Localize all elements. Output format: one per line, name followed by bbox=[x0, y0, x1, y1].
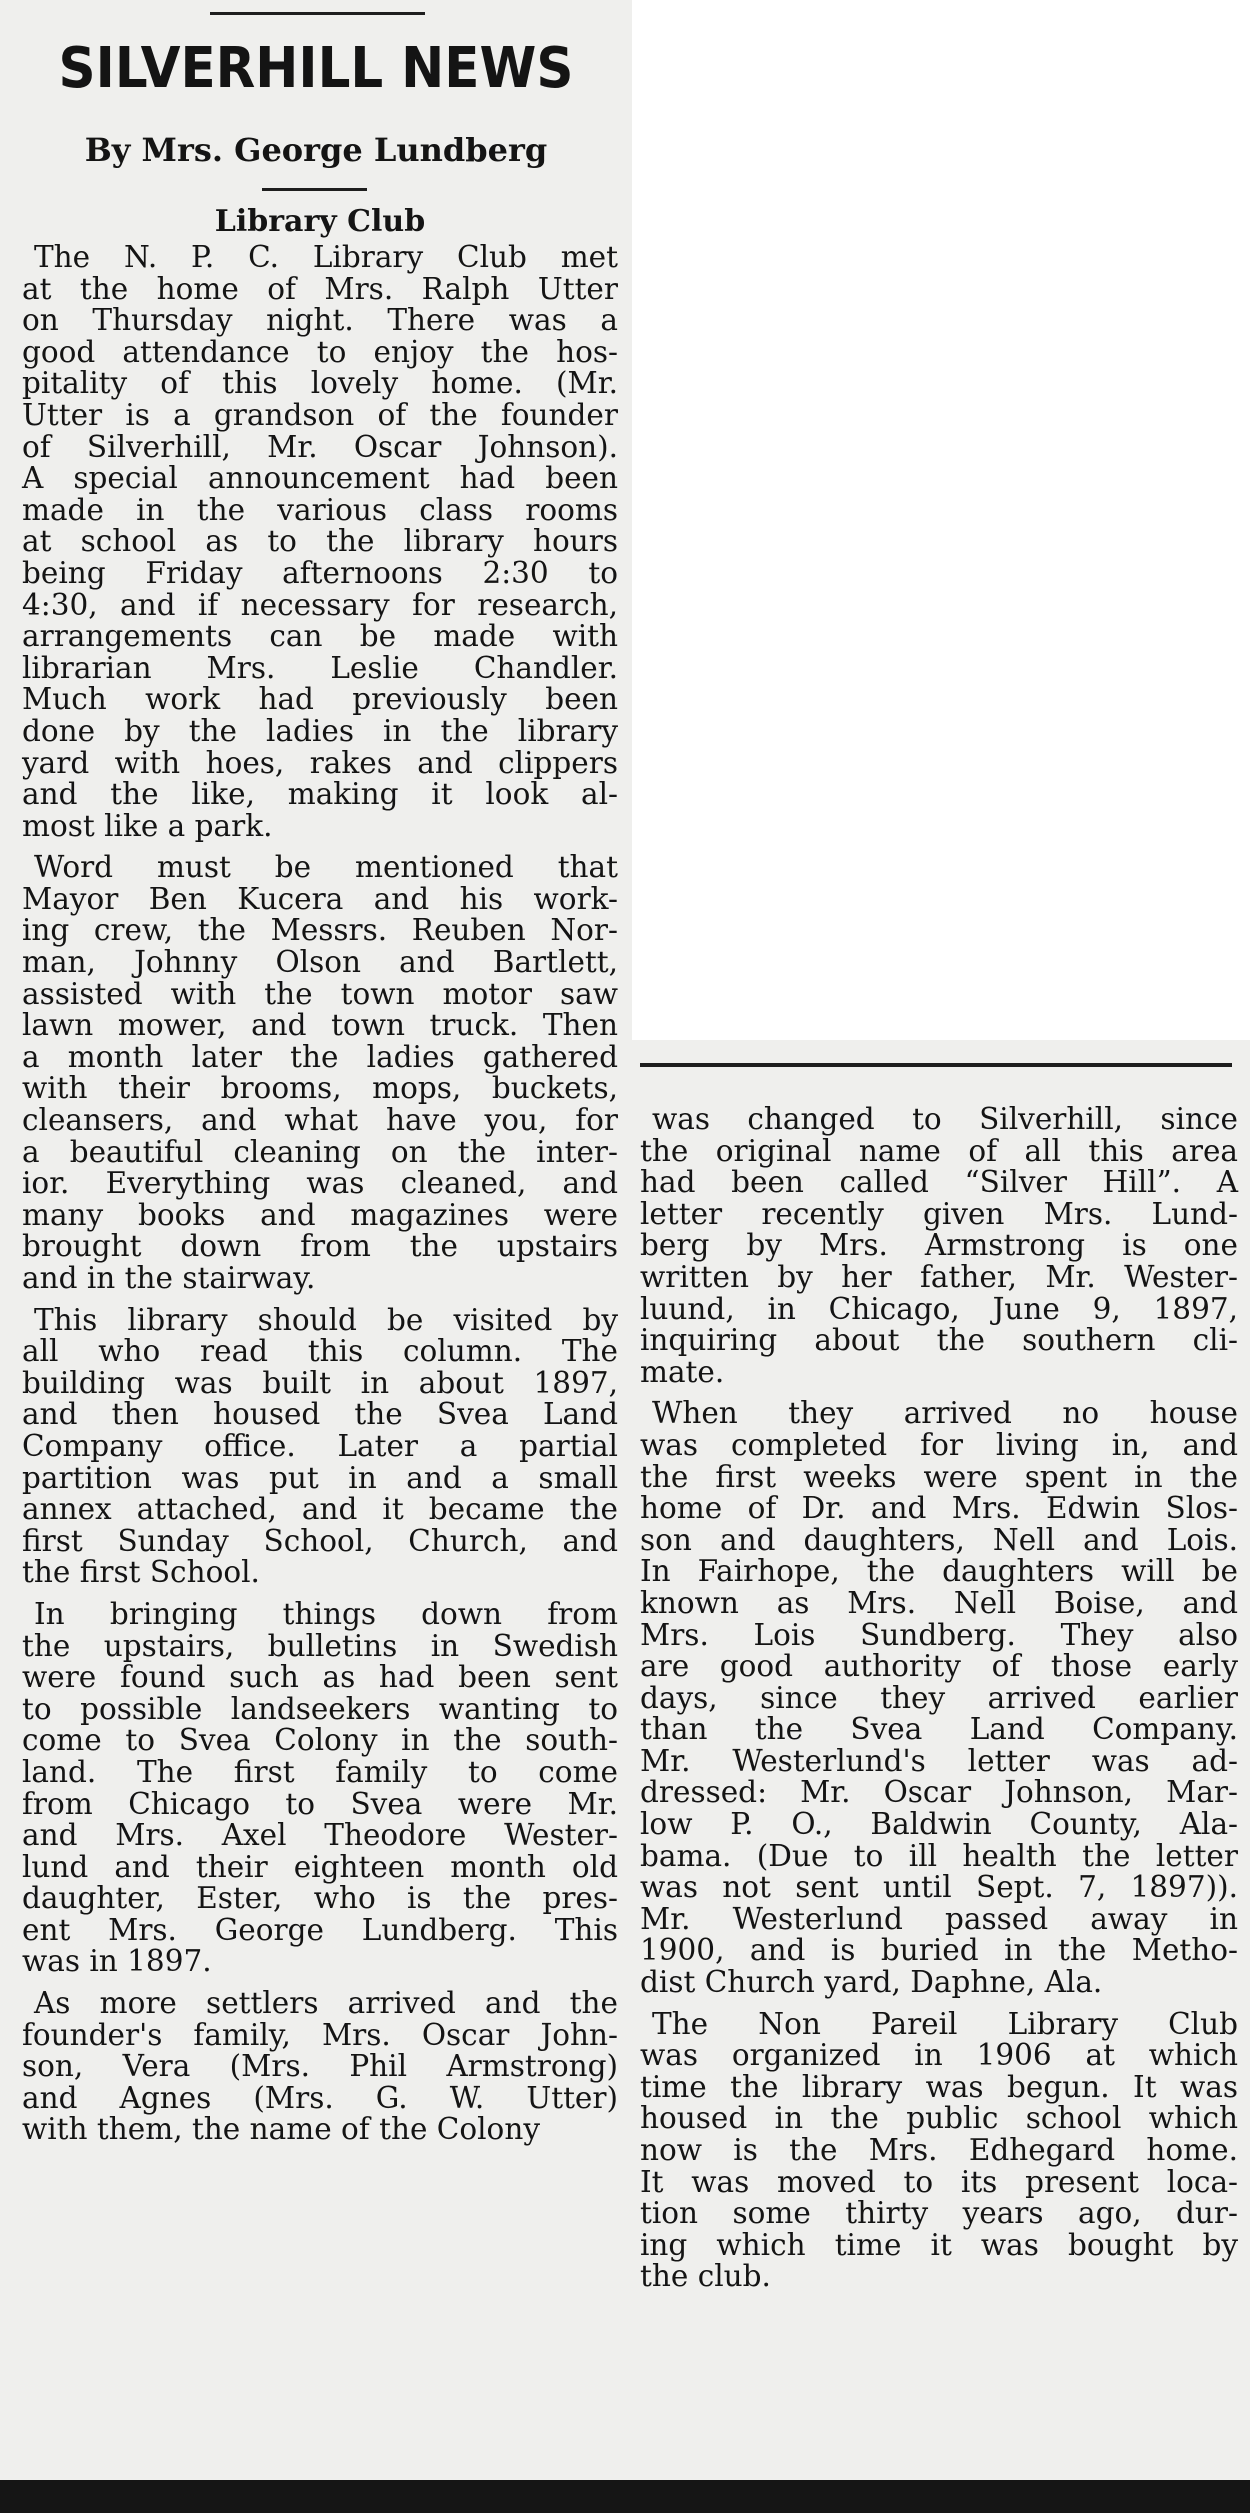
text-line: known as Mrs. Nell Boise, and bbox=[640, 1585, 1238, 1620]
text-line: In bringing things down from bbox=[34, 1596, 618, 1631]
text-line: done by the ladies in the library bbox=[22, 713, 618, 748]
top-rule bbox=[210, 12, 425, 15]
text-line: the first School. bbox=[22, 1555, 260, 1590]
text-line: letter recently given Mrs. Lund- bbox=[640, 1196, 1238, 1231]
text-line: annex attached, and it became the bbox=[22, 1492, 618, 1527]
text-line: berg by Mrs. Armstrong is one bbox=[640, 1228, 1238, 1263]
text-line: son and daughters, Nell and Lois. bbox=[640, 1522, 1238, 1557]
text-line: was in 1897. bbox=[22, 1944, 212, 1979]
text-line: the first weeks were spent in the bbox=[640, 1459, 1238, 1494]
text-line: The N. P. C. Library Club met bbox=[34, 240, 618, 274]
text-line: bama. (Due to ill health the letter bbox=[640, 1838, 1238, 1873]
paragraph bbox=[22, 852, 618, 1294]
text-line: the club. bbox=[640, 2259, 771, 2294]
text-line: founder's family, Mrs. Oscar John- bbox=[22, 2017, 618, 2052]
text-line: with their brooms, mops, buckets, bbox=[22, 1071, 618, 1106]
text-line: tion some thirty years ago, dur- bbox=[640, 2196, 1238, 2231]
text-line: made in the various class rooms bbox=[22, 492, 618, 527]
text-line: was organized in 1906 at which bbox=[640, 2038, 1238, 2073]
paragraph bbox=[640, 2006, 1238, 2294]
text-line: mate. bbox=[640, 1354, 725, 1389]
text-line: cleansers, and what have you, for bbox=[22, 1103, 618, 1138]
text-line: Mrs. Lois Sundberg. They also bbox=[640, 1617, 1238, 1652]
text-line: ing crew, the Messrs. Reuben Nor- bbox=[22, 913, 618, 948]
text-line: lund and their eighteen month old bbox=[22, 1849, 618, 1884]
paragraph bbox=[22, 1302, 618, 1590]
text-line: Company office. Later a partial bbox=[22, 1428, 618, 1463]
text-line: first Sunday School, Church, and bbox=[22, 1523, 618, 1558]
text-line: days, since they arrived earlier bbox=[640, 1680, 1238, 1715]
text-line: In Fairhope, the daughters will be bbox=[640, 1554, 1238, 1589]
text-line: low P. O., Baldwin County, Ala- bbox=[640, 1807, 1238, 1842]
text-line: from Chicago to Svea were Mr. bbox=[22, 1786, 618, 1821]
text-line: was not sent until Sept. 7, 1897)). bbox=[640, 1870, 1238, 1905]
text-line: land. The first family to come bbox=[22, 1754, 618, 1789]
left-column-body bbox=[22, 242, 618, 2146]
text-line: come to Svea Colony in the south- bbox=[22, 1723, 618, 1758]
text-line: at school as to the library hours bbox=[22, 524, 618, 559]
text-line: and Mrs. Axel Theodore Wester- bbox=[22, 1818, 618, 1853]
paragraph bbox=[640, 1104, 1238, 1388]
text-line: As more settlers arrived and the bbox=[34, 1986, 618, 2021]
text-line: 4:30, and if necessary for research, bbox=[22, 587, 618, 622]
masthead: SILVERHILL NEWS bbox=[58, 36, 574, 101]
text-line: were found such as had been sent bbox=[22, 1660, 618, 1695]
text-line: had been called “Silver Hill”. A bbox=[640, 1165, 1238, 1200]
text-line: Mr. Westerlund's letter was ad- bbox=[640, 1743, 1238, 1778]
text-line: arrangements can be made with bbox=[22, 619, 618, 654]
byline-rule bbox=[262, 188, 367, 191]
text-line: the upstairs, bulletins in Swedish bbox=[22, 1628, 618, 1663]
text-line: was changed to Silverhill, since bbox=[652, 1102, 1238, 1136]
text-line: dressed: Mr. Oscar Johnson, Mar- bbox=[640, 1775, 1238, 1810]
text-line: now is the Mrs. Edhegard home. bbox=[640, 2133, 1238, 2167]
text-line: yard with hoes, rakes and clippers bbox=[22, 745, 618, 780]
text-line: The Non Pareil Library Club bbox=[652, 2006, 1238, 2041]
text-line: Mayor Ben Kucera and his work- bbox=[22, 881, 618, 916]
text-line: with them, the name of the Colony bbox=[22, 2112, 540, 2147]
text-line: Mr. Westerlund passed away in bbox=[640, 1901, 1238, 1936]
text-line: man, Johnny Olson and Bartlett, bbox=[22, 945, 618, 980]
right-column-body bbox=[640, 1104, 1238, 2293]
paragraph bbox=[22, 242, 618, 842]
text-line: partition was put in and a small bbox=[22, 1460, 618, 1495]
text-line: of Silverhill, Mr. Oscar Johnson). bbox=[22, 429, 618, 464]
text-line: are good authority of those early bbox=[640, 1649, 1238, 1684]
text-line: to possible landseekers wanting to bbox=[22, 1691, 618, 1726]
text-line: ing which time it was bought by bbox=[640, 2227, 1238, 2262]
paragraph bbox=[22, 1596, 618, 1979]
text-line: at the home of Mrs. Ralph Utter bbox=[22, 271, 618, 306]
left-column bbox=[22, 202, 618, 2156]
text-line: When they arrived no house bbox=[652, 1396, 1238, 1431]
text-line: luund, in Chicago, June 9, 1897, bbox=[640, 1291, 1238, 1326]
bottom-border bbox=[0, 2480, 1250, 2513]
text-line: housed in the public school which bbox=[640, 2101, 1238, 2136]
text-line: librarian Mrs. Leslie Chandler. bbox=[22, 650, 618, 685]
paragraph bbox=[640, 1398, 1238, 1998]
text-line: all who read this column. The bbox=[22, 1334, 618, 1369]
text-line: than the Svea Land Company. bbox=[640, 1712, 1238, 1747]
text-line: most like a park. bbox=[22, 808, 273, 843]
byline: By Mrs. George Lundberg bbox=[84, 131, 548, 169]
text-line: written by her father, Mr. Wester- bbox=[640, 1259, 1238, 1294]
text-line: assisted with the town motor saw bbox=[22, 976, 618, 1011]
text-line: It was moved to its present loca- bbox=[640, 2164, 1238, 2199]
text-line: good attendance to enjoy the hos- bbox=[22, 334, 618, 369]
text-line: son, Vera (Mrs. Phil Armstrong) bbox=[22, 2049, 618, 2084]
text-line: home of Dr. and Mrs. Edwin Slos- bbox=[640, 1491, 1238, 1526]
column-rule bbox=[640, 1063, 1232, 1067]
text-line: brought down from the upstairs bbox=[22, 1229, 618, 1264]
text-line: Word must be mentioned that bbox=[34, 850, 618, 885]
text-line: time the library was begun. It was bbox=[640, 2069, 1238, 2104]
text-line: pitality of this lovely home. (Mr. bbox=[22, 366, 618, 401]
text-line: and Agnes (Mrs. G. W. Utter) bbox=[22, 2080, 618, 2115]
text-line: dist Church yard, Daphne, Ala. bbox=[640, 1965, 1103, 2000]
text-line: building was built in about 1897, bbox=[22, 1365, 618, 1400]
text-line: many books and magazines were bbox=[22, 1197, 618, 1232]
text-line: a beautiful cleaning on the inter- bbox=[22, 1134, 618, 1169]
text-line: a month later the ladies gathered bbox=[22, 1039, 618, 1074]
text-line: Utter is a grandson of the founder bbox=[22, 397, 618, 432]
text-line: ent Mrs. George Lundberg. This bbox=[22, 1912, 618, 1947]
text-line: the original name of all this area bbox=[640, 1133, 1238, 1168]
section-heading: Library Club bbox=[214, 204, 426, 239]
text-line: ior. Everything was cleaned, and bbox=[22, 1166, 618, 1201]
text-line: lawn mower, and town truck. Then bbox=[22, 1008, 618, 1043]
text-line: and then housed the Svea Land bbox=[22, 1397, 618, 1432]
text-line: A special announcement had been bbox=[22, 461, 618, 496]
text-line: was completed for living in, and bbox=[640, 1427, 1238, 1462]
text-line: daughter, Ester, who is the pres- bbox=[22, 1881, 618, 1916]
text-line: being Friday afternoons 2:30 to bbox=[22, 555, 618, 590]
text-line: This library should be visited by bbox=[34, 1302, 618, 1337]
right-column bbox=[640, 1104, 1238, 2303]
text-line: on Thursday night. There was a bbox=[22, 303, 618, 338]
paragraph bbox=[22, 1988, 618, 2146]
text-line: Much work had previously been bbox=[22, 682, 618, 717]
text-line: and in the stairway. bbox=[22, 1261, 316, 1295]
text-line: inquiring about the southern cli- bbox=[640, 1323, 1238, 1358]
text-line: 1900, and is buried in the Metho- bbox=[640, 1933, 1238, 1968]
text-line: and the like, making it look al- bbox=[22, 777, 618, 812]
